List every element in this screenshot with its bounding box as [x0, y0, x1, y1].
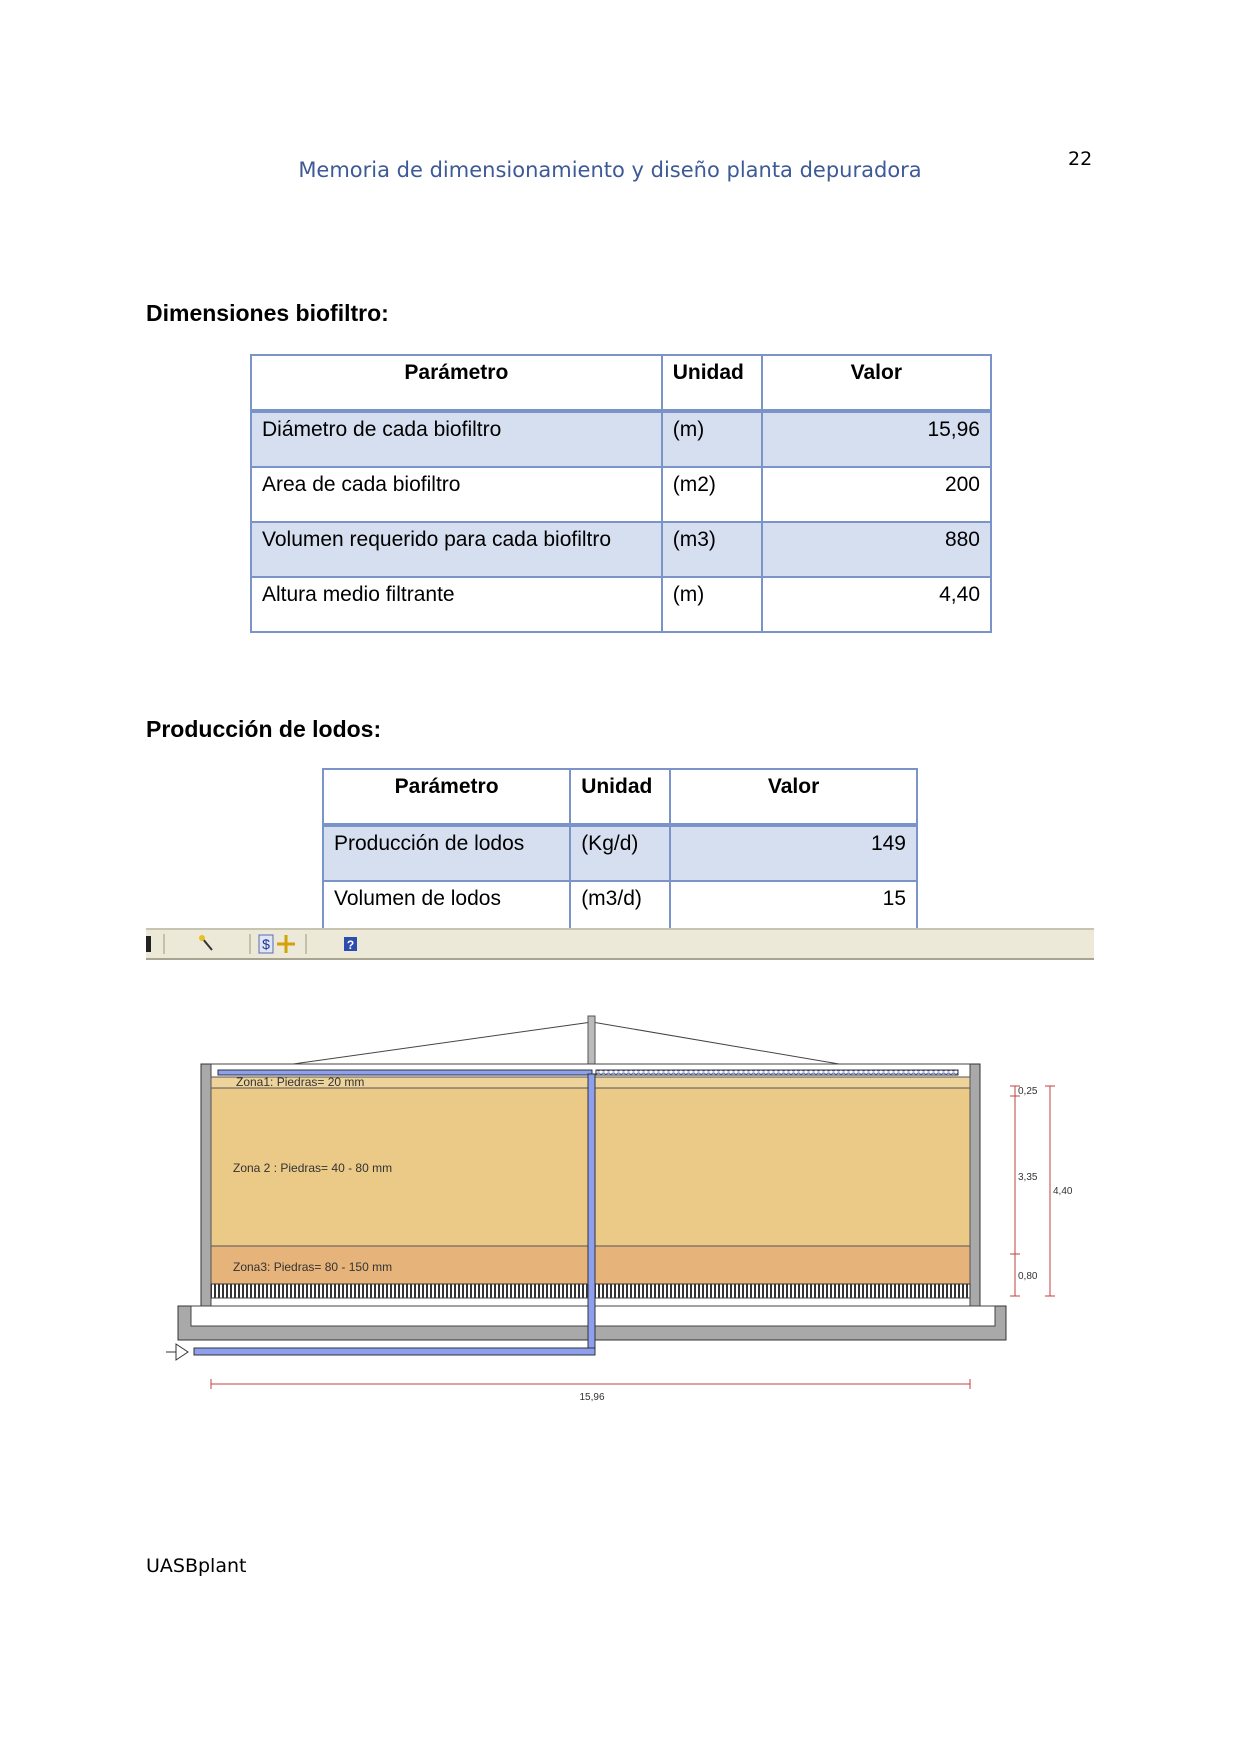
distributor-arm-right	[596, 1070, 958, 1075]
table-row	[251, 411, 991, 467]
table-header-row	[251, 355, 991, 411]
column-header: Unidad	[570, 769, 670, 825]
inlet-arrow-icon	[166, 1344, 188, 1360]
table-header-row	[323, 769, 917, 825]
zone1-label: Zona1: Piedras= 20 mm	[236, 1075, 365, 1089]
wand-icon[interactable]	[199, 935, 212, 950]
dim-width-label: 15,96	[579, 1392, 605, 1403]
param-cell: Altura medio filtrante	[251, 577, 662, 632]
unit-cell: (m)	[662, 411, 762, 467]
page-number: 22	[1068, 148, 1093, 170]
table-row	[251, 522, 991, 577]
value-cell: 880	[762, 522, 991, 577]
unit-cell: (m2)	[662, 467, 762, 522]
biofilter-section-diagram	[146, 1000, 1094, 1420]
column-header: Valor	[670, 769, 917, 825]
dim-zone2-label: 3,35	[1018, 1172, 1038, 1183]
snap-icon[interactable]	[277, 935, 295, 953]
unit-cell: (Kg/d)	[570, 825, 670, 881]
column-header: Unidad	[662, 355, 762, 411]
unit-cell: (m3)	[662, 522, 762, 577]
table-row	[323, 825, 917, 881]
biofiltro-table	[250, 354, 992, 633]
param-cell: Volumen requerido para cada biofiltro	[251, 522, 662, 577]
cad-toolbar	[146, 928, 1094, 960]
zone2-label: Zona 2 : Piedras= 40 - 80 mm	[233, 1161, 393, 1175]
value-cell: 200	[762, 467, 991, 522]
dollar-glyph: $	[262, 936, 270, 952]
param-cell: Producción de lodos	[323, 825, 570, 881]
document-header-title: Memoria de dimensionamiento y diseño planta depuradora	[298, 158, 922, 182]
unit-cell: (m3/d)	[570, 881, 670, 936]
param-cell: Volumen de lodos	[323, 881, 570, 936]
help-icon[interactable]	[344, 937, 357, 952]
zone3-label: Zona3: Piedras= 80 - 150 mm	[233, 1260, 393, 1274]
value-cell: 15,96	[762, 411, 991, 467]
footer-text: UASBplant	[146, 1555, 247, 1577]
distributor-arm-left	[218, 1070, 592, 1075]
column-header: Valor	[762, 355, 991, 411]
value-cell: 149	[670, 825, 917, 881]
dim-zone3-label: 0,80	[1018, 1271, 1038, 1282]
dollar-icon[interactable]	[259, 935, 273, 953]
section-heading-biofiltro: Dimensiones biofiltro:	[146, 300, 389, 326]
save-icon[interactable]	[146, 936, 151, 952]
height-dimensions	[1010, 1086, 1055, 1296]
value-cell: 15	[670, 881, 917, 936]
lodos-table	[322, 768, 918, 937]
dim-zone1-label: 0,25	[1018, 1086, 1038, 1097]
column-header: Parámetro	[323, 769, 570, 825]
unit-cell: (m)	[662, 577, 762, 632]
width-dimension	[211, 1379, 970, 1389]
column-header: Parámetro	[251, 355, 662, 411]
table-row	[251, 577, 991, 632]
param-cell: Area de cada biofiltro	[251, 467, 662, 522]
table-row	[251, 467, 991, 522]
value-cell: 4,40	[762, 577, 991, 632]
dim-total-label: 4,40	[1053, 1186, 1073, 1197]
param-cell: Diámetro de cada biofiltro	[251, 411, 662, 467]
help-glyph: ?	[346, 938, 355, 952]
section-heading-lodos: Producción de lodos:	[146, 716, 382, 742]
